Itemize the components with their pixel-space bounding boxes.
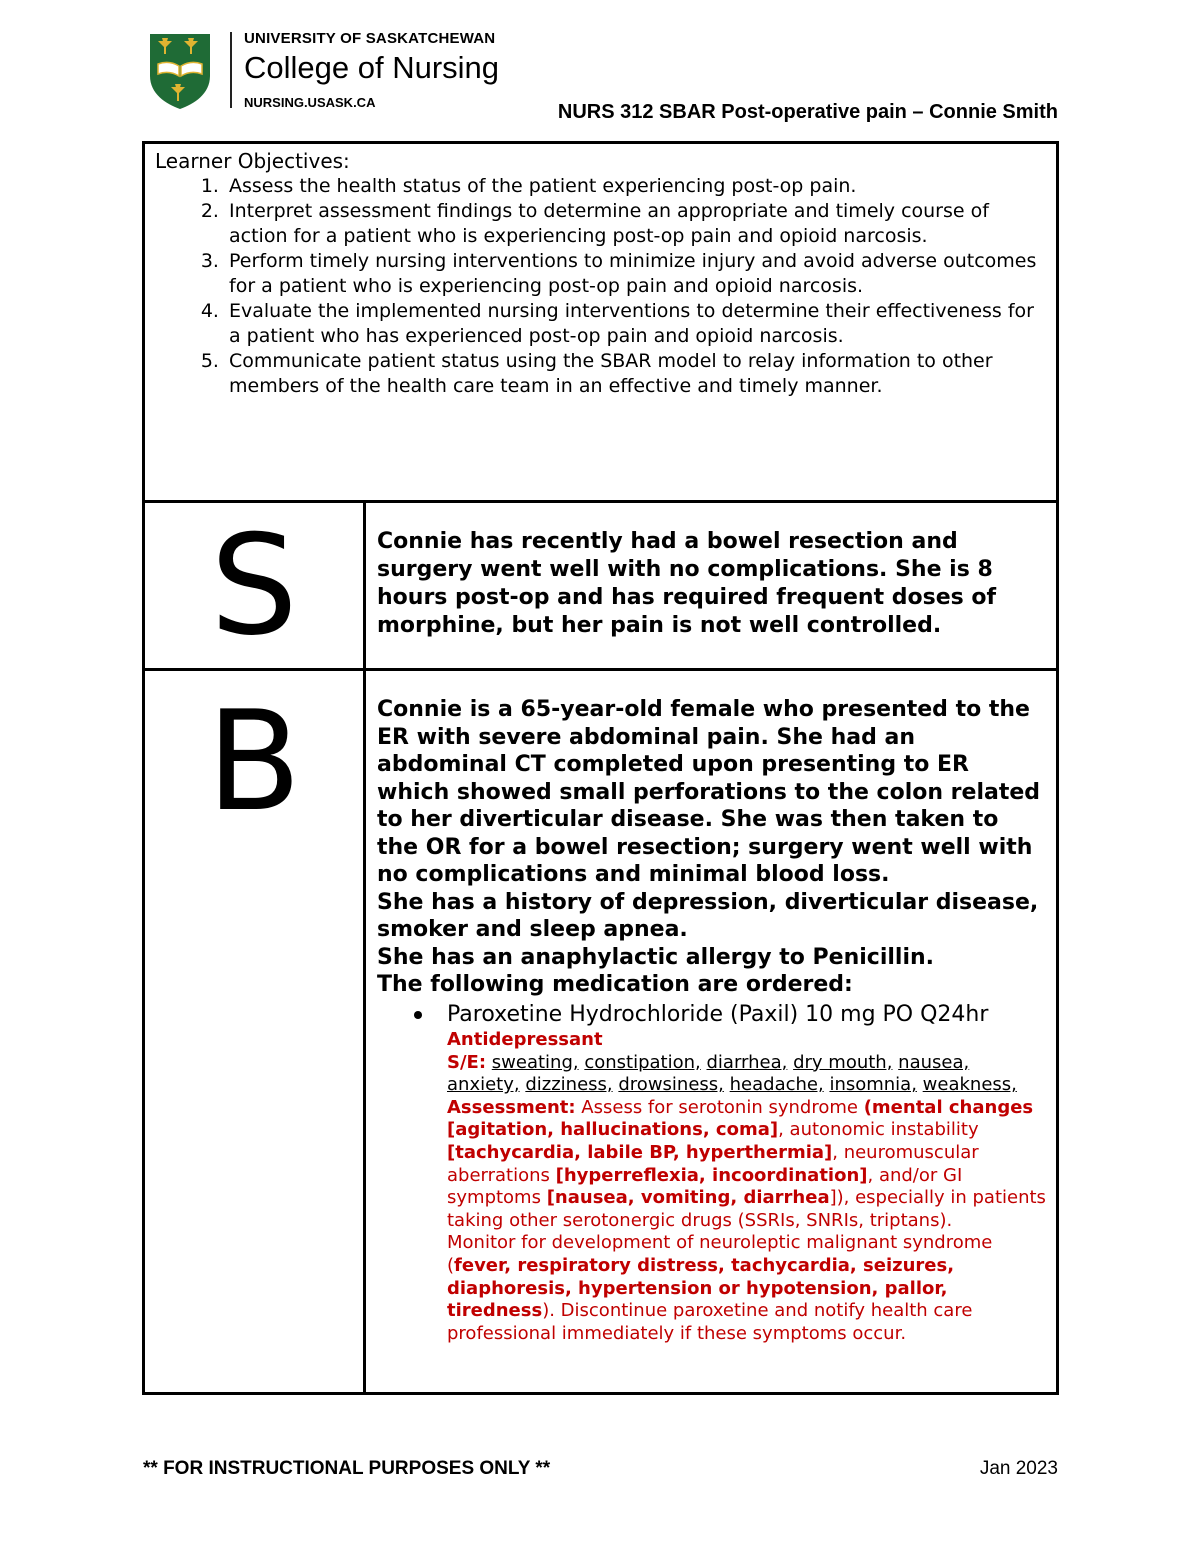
side-effects-list [447, 1052, 1017, 1096]
document-title: NURS 312 SBAR Post-operative pain – Connie Smith [557, 101, 1058, 123]
side-effects-label: S/E: [447, 1051, 487, 1073]
footer-date: Jan 2023 [979, 1458, 1058, 1479]
background-row [145, 671, 1056, 1395]
situation-row [145, 503, 1056, 671]
medication-details [377, 1029, 1047, 1345]
text-run: , autonomic instability [778, 1119, 979, 1141]
side-effect: sweating, [491, 1051, 579, 1073]
usask-shield-logo [148, 32, 212, 110]
medication-item [377, 1001, 1047, 1029]
situation-letter: S [210, 505, 298, 666]
sbar-table [142, 141, 1059, 1395]
assessment [447, 1097, 1047, 1233]
text-run: Assess for serotonin syndrome [575, 1096, 864, 1118]
emphasized-text: [nausea, vomiting, diarrhea [546, 1187, 830, 1209]
side-effect: drowsiness, [618, 1074, 724, 1096]
side-effect: weakness, [922, 1074, 1017, 1096]
side-effect: diarrhea, [706, 1051, 788, 1073]
objective-item: 2. Interpret assessment findings to determine an appropriate and timely course of action for a patient who is experiencing post-op pain and opioid narcosis. [225, 199, 1046, 249]
text-run: ]), especially in patients taking other serotonergic drugs (SSRIs, SNRIs, triptans). [447, 1187, 1046, 1231]
background-paragraph: She has a history of depression, diverticular disease, smoker and sleep apnea. [377, 889, 1039, 942]
emphasized-text: [hyperreflexia, incoordination] [555, 1164, 868, 1186]
text-run: Monitor for development of neuroleptic malignant syndrome ( [447, 1232, 993, 1276]
background-text [377, 696, 1047, 999]
side-effect: headache, [729, 1074, 824, 1096]
side-effect: dizziness, [525, 1074, 613, 1096]
drug-class: Antidepressant [447, 1029, 603, 1050]
side-effects [447, 1052, 1047, 1097]
emphasized-text: fever, respiratory distress, tachycardia, seizures, diaphoresis, hypertension or hypotension, pallor, tiredness [447, 1254, 955, 1322]
emphasized-text: (mental changes [agitation, hallucinations, coma] [447, 1096, 1034, 1141]
medication-block [377, 1001, 1047, 1345]
objective-item: 1. Assess the health status of the patient experiencing post-op pain. [225, 174, 1046, 199]
university-name: UNIVERSITY OF SASKATCHEWAN [244, 30, 496, 47]
college-url: NURSING.USASK.CA [244, 95, 376, 110]
situation-text: Connie has recently had a bowel resection and surgery went well with no complications. She is 8 hours post-op and has required frequent doses of morphine, but her pain is not well controlled. [377, 529, 997, 638]
background-letter: B [206, 681, 302, 842]
side-effect: nausea, [898, 1051, 970, 1073]
footer-disclaimer: ** FOR INSTRUCTIONAL PURPOSES ONLY ** [143, 1458, 551, 1479]
bullet-icon [414, 1011, 422, 1019]
side-effect: anxiety, [447, 1074, 520, 1096]
monitor-text [447, 1232, 1047, 1345]
text-run: , and/or GI symptoms [447, 1164, 963, 1209]
emphasized-text: [tachycardia, labile BP, hyperthermia] [447, 1141, 833, 1163]
background-paragraph: She has an anaphylactic allergy to Penicillin. [377, 944, 935, 970]
side-effect: insomnia, [829, 1074, 917, 1096]
background-paragraph: The following medication are ordered: [377, 972, 853, 997]
side-effect: dry mouth, [793, 1051, 893, 1073]
assessment-label: Assessment: [447, 1096, 576, 1118]
side-effect: constipation, [584, 1051, 701, 1073]
objectives-heading: Learner Objectives: [155, 149, 350, 173]
college-name: College of Nursing [244, 50, 500, 85]
background-paragraph: Connie is a 65-year-old female who presented to the ER with severe abdominal pain. She had an abdominal CT completed upon presenting to ER which showed small perforations to the colon related to her diverticular disease. She was then taken to the OR for a bowel resection; surgery went well with no complications and minimal blood loss. [377, 697, 1041, 887]
objective-item: 3. Perform timely nursing interventions to minimize injury and avoid adverse outcomes for a patient who is experiencing post-op pain and opioid narcosis. [225, 249, 1046, 299]
logo-divider [230, 32, 232, 108]
objectives-list [155, 174, 1046, 399]
learner-objectives-section [145, 144, 1056, 503]
objective-item: 5. Communicate patient status using the SBAR model to relay information to other members of the health care team in an effective and timely manner. [225, 349, 1046, 399]
text-run: , neuromuscular aberrations [447, 1141, 979, 1186]
text-run: ). Discontinue paroxetine and notify health care professional immediately if these symptoms occur. [447, 1300, 973, 1344]
objective-item: 4. Evaluate the implemented nursing interventions to determine their effectiveness for a patient who has experienced post-op pain and opioid narcosis. [225, 299, 1046, 349]
medication-name: Paroxetine Hydrochloride (Paxil) 10 mg PO Q24hr [447, 1002, 989, 1027]
